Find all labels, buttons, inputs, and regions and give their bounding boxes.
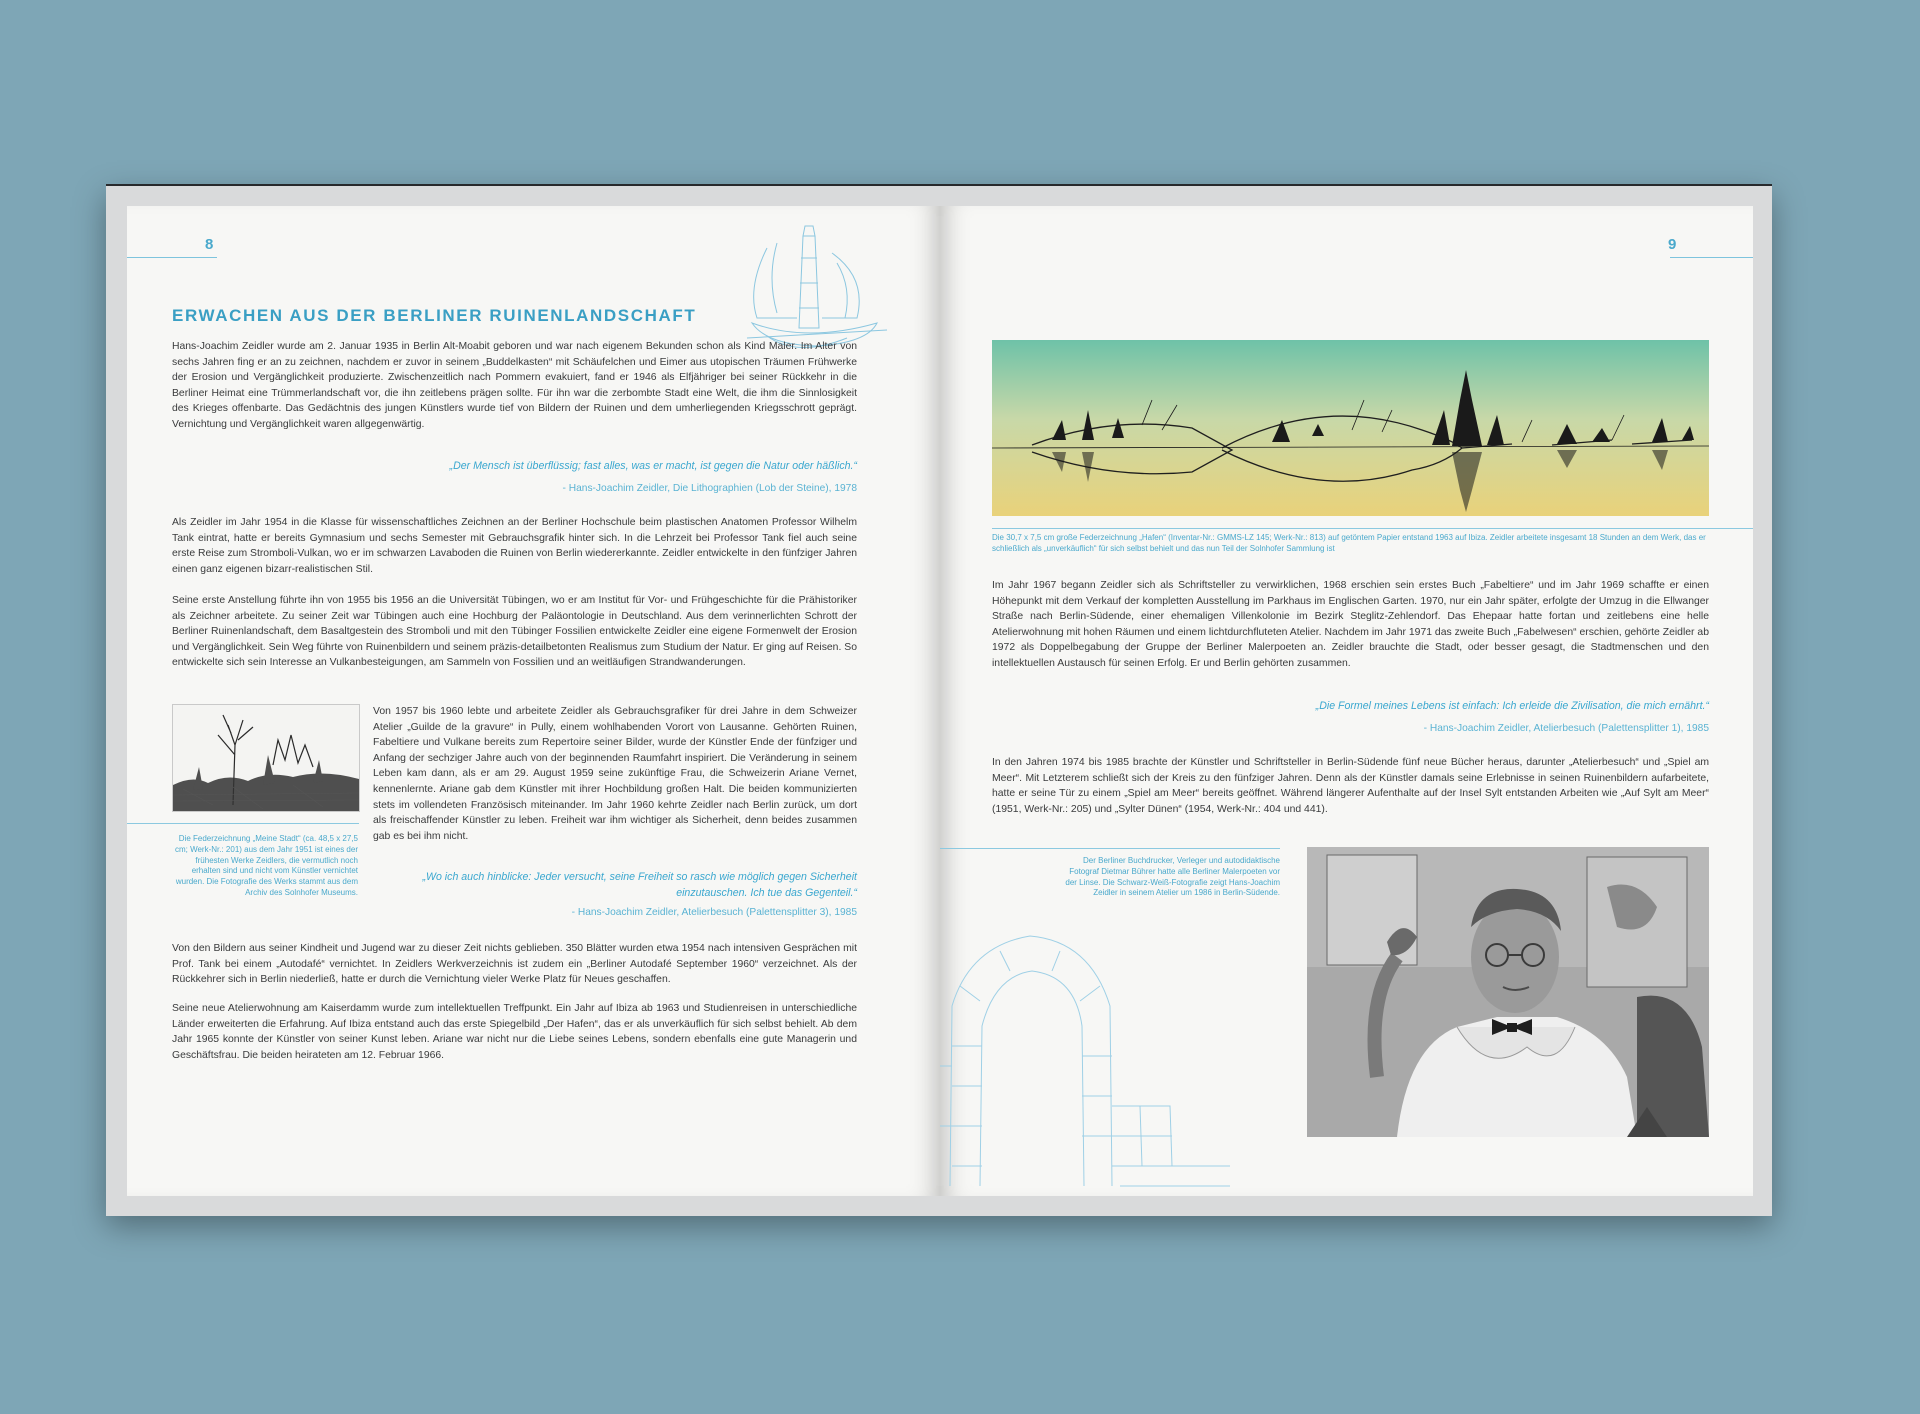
paragraph-suedende: In den Jahren 1974 bis 1985 brachte der Künstler und Schriftsteller in Berlin-Südende fünf neue Bücher heraus, darunter „Atelierbesuch“ und „Spiel am Meer“. Mit Letzterem schließt sich der Kreis zu den fünfziger Jahren. Denn als der Künstler damals seine Erlebnisse in seinen Ruinenbildern aufarbeitete, hatte er seine Tür zu einem „Spiel am Meer“ bereits geöffnet. Während längerer Aufenthalte auf der Insel Sylt entstanden Arbeiten wie „Auf Sylt am Meer“ (1951, Werk-Nr.: 205) und „Sylter Dünen“ (1954, Werk-Nr.: 404 und 441). [992,757,1709,815]
harbor-drawing [992,340,1709,516]
quote-3-source: - Hans-Joachim Zeidler, Atelierbesuch (Palettensplitter 1), 1985 [1423,723,1709,734]
paragraph-tuebingen: Seine erste Anstellung führte ihn von 1955 bis 1956 an die Universität Tübingen, wo er am Institut für Vor- und Frühgeschichte für die Prähistoriker als Zeichner arbeitete. Zu seiner Zeit war Tübingen auch eine Hochburg der Paläontologie in Deutschland. Aus dem verinnerlichten Schrott der Berliner Ruinenlandschaft, dem Basaltgestein des Stromboli und mit den Tübinger Fossilien entwickelte Zeidler eine eigene Formenwelt der Erosion und Vergänglichkeit. Sein Weg führte von Ruinenbildern und seinem präzis-detailbetonten Realismus zum Studium der Natur. Er ging auf Reisen. So entwickelte sich sein Interesse an Vulkanbesteigungen, am Sammeln von Fossilien und an weitläufigen Strandwanderungen. [172,595,857,669]
paragraph-kaiserdamm: Seine neue Atelierwohnung am Kaiserdamm wurde zum intellektuellen Treffpunkt. Ein Jahr auf Ibiza ab 1963 und Studienreisen in unterschiedliche Länder erweiterten die Erfahrung. Auf Ibiza entstand auch das erste Spiegelbild „Der Hafen“, das er als unverkäuflich für sich selbst behielt. Ab dem Jahr 1965 konnte der Künstler von seiner Kunst leben. Ariane war nicht nur die Liebe seines Lebens, sondern ebenfalls eine gute Managerin und Geschäftsfrau. Die beiden heirateten am 12. Februar 1966. [172,1003,857,1061]
chapter-title: ERWACHEN AUS DER BERLINER RUINENLANDSCHAFT [172,306,697,325]
paragraph-schriftsteller: Im Jahr 1967 begann Zeidler sich als Schriftsteller zu verwirklichen, 1968 erschien sein erstes Buch „Fabeltiere“ und im Jahr 1969 schaffte er einen Höhepunkt mit dem Verkauf der kompletten Ausstellung im Parkhaus im Englischen Garten. 1970, nur ein Jahr später, erfolgte der Umzug in die Ellwanger Straße nach Berlin-Südende, einer ehemaligen Villenkolonie im Bezirk Steglitz-Zehlendorf. Das Ehepaar hatte fortan und zeitlebens eine helle Atelierwohnung mit hohen Räumen und einem lichtdurchfluteten Atelier. Nachdem im Jahr 1971 das zweite Buch „Fabelwesen“ erschien, gehörte Zeidler ab 1972 als Doppelbegabung der Gruppe der Berliner Malerpoeten an. Zeidler brauchte die Stadt, oder besser gesagt, die Stadtmenschen und den intellektuellen Austausch für seinen Erfolg. Er und Berlin gehörten zusammen. [992,580,1709,669]
ruin-drawing [172,704,360,812]
left-page [127,206,940,1196]
quote-2-source: - Hans-Joachim Zeidler, Atelierbesuch (Palettensplitter 3), 1985 [571,907,857,918]
page-number-right: 9 [1668,236,1677,253]
page-number-left: 8 [205,236,214,253]
page-number-rule [1670,257,1753,258]
caption-rule [127,823,359,824]
caption-ruin-drawing: Die Federzeichnung „Meine Stadt“ (ca. 48,5 x 27,5 cm; Werk-Nr.: 201) aus dem Jahr 1951 ist eines der frühesten Werke Zeidlers, die vermutlich noch erhalten sind und nicht vom Künstler vernichtet wurden. Die Fotografie des Werks stammt aus dem Archiv des Solnhofer Museums. [174,834,358,897]
quote-1: „Der Mensch ist überflüssig; fast alles, was er macht, ist gegen die Natur oder häßlich.“ [449,460,857,472]
paragraph-intro: Hans-Joachim Zeidler wurde am 2. Januar 1935 in Berlin Alt-Moabit geboren und war nach eigenem Bekunden schon als Kind Maler. Im Alter von sechs Jahren fing er an zu zeichnen, nachdem er zuvor in seinem „Buddelkasten“ mit Schäufelchen und Eimer aus utopischen Träumen Frühwerke der Erosion und Vergänglichkeit produzierte. Zwischenzeitlich nach Pommern evakuiert, fand er 1946 als Elfjähriger bei seiner Rückkehr in die Berliner Heimat eine Trümmerlandschaft vor, die ihn zeitlebens prägen sollte. Für ihn war die zerbombte Stadt eine Welt, die ihm die Sinnlosigkeit des Krieges offenbarte. Das Gedächtnis des jungen Künstlers wurde tief von Bildern der Ruinen und dem umherliegenden Kriegsschrott geprägt. Vernichtung und Vergänglichkeit waren allgegenwärtig. [172,341,857,430]
paragraph-tank: Als Zeidler im Jahr 1954 in die Klasse für wissenschaftliches Zeichnen an der Berliner Hochschule beim plastischen Anatomen Professor Wilhelm Tank eintrat, hatte er bereits Gymnasium und sechs Semester mit Gebrauchsgrafik hinter sich. In die Lehrzeit bei Professor Tank fiel auch seine erste Reise zum Stromboli-Vulkan, wo er im schwarzen Lavaboden die Ruinen von Berlin wiedererkannte. Zeidler entwickelte in den fünfziger Jahren einen ganz eigenen bizarr-realistischen Stil. [172,517,857,575]
right-page [940,206,1753,1196]
quote-3: „Die Formel meines Lebens ist einfach: Ich erleide die Zivilisation, die mich ernährt.“ [1315,700,1709,712]
harbor-caption-rule [992,528,1753,529]
paragraph-autodafe: Von den Bildern aus seiner Kindheit und Jugend war zu dieser Zeit nichts geblieben. 350 Blätter wurden etwa 1954 nach intensiven Gesprächen mit Prof. Tank bei einem „Autodafé“ vernichtet. In Zeidlers Werkverzeichnis ist zudem ein „Berliner Autodafé September 1960“ verzeichnet. Als der Rückkehrer sich in Berlin niederließ, hatte er durch die Vernichtung vieler Werke Platz für Neues geschaffen. [172,943,857,986]
page-number-rule [127,257,217,258]
quote-1-source: - Hans-Joachim Zeidler, Die Lithographien (Lob der Steine), 1978 [562,483,857,494]
artist-portrait-photo [1307,847,1709,1137]
caption-harbor-drawing: Die 30,7 x 7,5 cm große Federzeichnung „Hafen“ (Inventar-Nr.: GMMS-LZ 145; Werk-Nr.: 813) auf getöntem Papier entstand 1963 auf Ibiza. Zeidler arbeitete insgesamt 18 Stunden an dem Werk, das er schließlich als „unverkäuflich“ für sich selbst behielt und das nun Teil der Solnhofer Sammlung ist [992,533,1706,553]
arch-sketch [940,866,1240,1196]
photo-caption-rule [940,848,1280,849]
caption-photo: Der Berliner Buchdrucker, Verleger und autodidaktische Fotograf Dietmar Bührer hatte alle Berliner Malerpoeten vor der Linse. Die Schwarz-Weiß-Fotografie zeigt Hans-Joachim Zeidler in seinem Atelier um 1986 in Berlin-Südende. [1065,856,1280,898]
paragraph-pully: Von 1957 bis 1960 lebte und arbeitete Zeidler als Gebrauchsgrafiker für drei Jahre in dem Schweizer Atelier „Guilde de la gravure“ in Pully, einem wohlhabenden Vorort von Lausanne. Gehörten Ruinen, Fabeltiere und Vulkane bereits zum Repertoire seiner Bilder, wurde der Künstler Ende der fünfziger und Anfang der sechziger Jahre auch von der beginnenden Raumfahrt inspiriert. Die Veränderung in seinem Leben kam dann, als er am 29. August 1959 seine zukünftige Frau, die Schweizerin Ariane Vernet, kennenlernte. Ariane gab dem Künstler mit ihrer Hochbildung großen Halt. Die beiden kommunizierten stets im vollendeten Französisch miteinander. Im Jahr 1960 kehrte Zeidler nach Berlin zurück, um dort als freischaffender Künstler zu leben. Freiheit war ihm wichtiger als Sicherheit, denn beides zusammen gab es bei ihm nicht. [373,706,857,842]
quote-2: „Wo ich auch hinblicke: Jeder versucht, seine Freiheit so rasch wie möglich gegen Sicherheit einzutauschen. Ich tue das Gegenteil.“ [422,871,857,899]
